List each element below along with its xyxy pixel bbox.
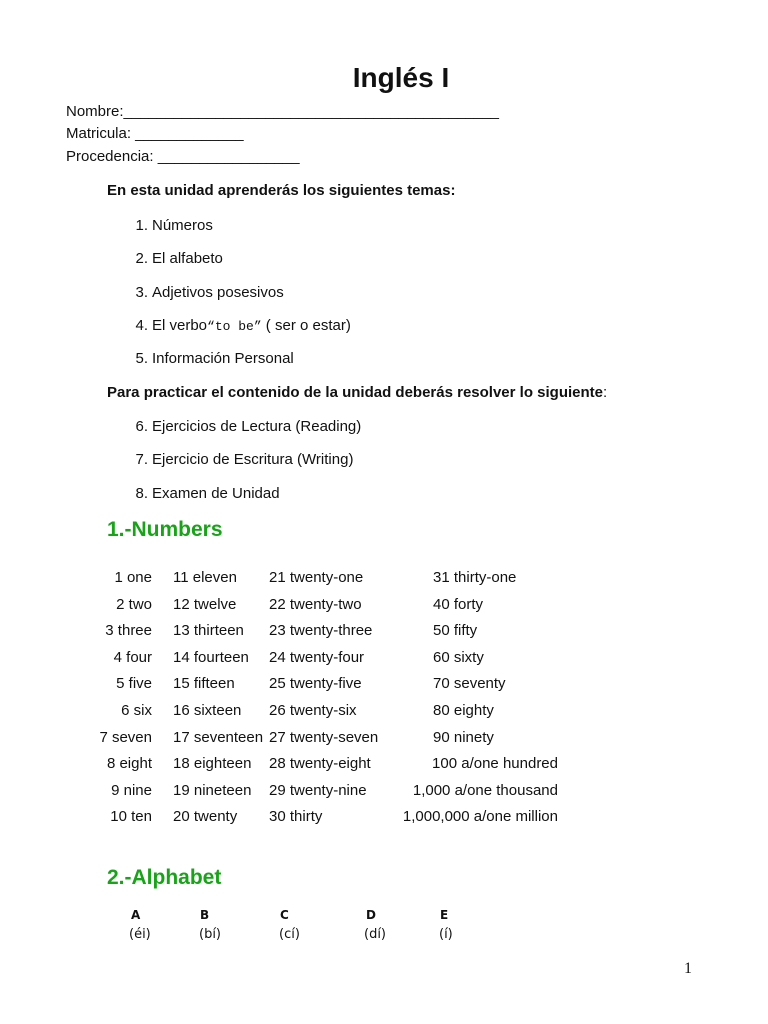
topic-text-post: ( ser o estar) xyxy=(261,317,351,334)
number-cell: 31 thirty-one xyxy=(433,569,517,586)
number-cell: 10 ten xyxy=(110,808,152,826)
topic-text: Adjetivos posesivos xyxy=(152,284,284,301)
number-cell: 24 twenty-four xyxy=(269,648,365,666)
number-cell: 5 five xyxy=(116,675,152,693)
alphabet-letter: D xyxy=(366,908,376,922)
number-cell: 27 twenty-seven xyxy=(269,728,379,746)
number-cell: 8 eight xyxy=(106,755,152,773)
number-cell: 3 three xyxy=(105,622,152,640)
practice-intro-colon: : xyxy=(603,384,608,401)
number-cell: 17 seventeen xyxy=(173,728,264,746)
number-cell: 90 ninety xyxy=(433,728,494,746)
number-cell: 7 seven xyxy=(99,728,152,746)
page-number: 1 xyxy=(684,960,692,977)
practice-text: Examen de Unidad xyxy=(152,485,280,502)
alphabet-letter: A xyxy=(131,908,141,922)
number-cell: 11 eleven xyxy=(173,569,237,586)
topic-number: 3. xyxy=(135,284,148,301)
number-cell: 16 sixteen xyxy=(173,702,242,719)
alphabet-letter: E xyxy=(440,908,449,922)
number-cell: 29 twenty-nine xyxy=(269,781,367,799)
number-cell: 14 fourteen xyxy=(173,648,249,666)
practice-intro xyxy=(107,384,607,401)
number-cell: 80 eighty xyxy=(433,702,494,719)
number-cell: 6 six xyxy=(121,702,152,719)
alphabet-heading: 2.-Alphabet xyxy=(107,866,222,889)
number-cell: 20 twenty xyxy=(173,808,238,826)
alphabet-pronunciation: (éi) xyxy=(129,927,151,942)
number-cell: 60 sixty xyxy=(433,648,484,666)
number-cell: 18 eighteen xyxy=(173,755,252,773)
number-cell: 12 twelve xyxy=(173,595,237,613)
topic-text-pre: El verbo xyxy=(152,317,208,334)
number-cell: 21 twenty-one xyxy=(269,569,364,586)
number-cell: 40 forty xyxy=(433,595,484,613)
practice-number: 6. xyxy=(135,418,148,435)
alphabet-pronunciation: (bí) xyxy=(199,927,222,942)
number-cell: 26 twenty-six xyxy=(269,702,357,719)
verb-to-be: “to be” xyxy=(207,319,262,334)
topic-text: Información Personal xyxy=(152,350,294,367)
number-cell: 19 nineteen xyxy=(173,781,252,799)
number-cell: 23 twenty-three xyxy=(269,622,373,640)
alphabet-pronunciation: (cí) xyxy=(279,927,300,942)
number-cell: 13 thirteen xyxy=(173,622,244,640)
number-cell: 1 one xyxy=(114,569,152,586)
number-cell: 1,000,000 a/one million xyxy=(402,808,558,826)
number-cell: 30 thirty xyxy=(269,808,323,826)
numbers-heading: 1.-Numbers xyxy=(107,518,223,541)
page-title: Inglés I xyxy=(352,62,450,93)
number-cell: 15 fifteen xyxy=(173,675,235,693)
practice-text: Ejercicio de Escritura (Writing) xyxy=(152,451,354,468)
number-cell: 1,000 a/one thousand xyxy=(412,781,558,799)
number-cell: 28 twenty-eight xyxy=(269,755,371,773)
nombre-field: Nombre:_____________________________________________ xyxy=(66,103,499,120)
practice-text: Ejercicios de Lectura (Reading) xyxy=(152,418,362,435)
intro-text: En esta unidad aprenderás los siguientes temas: xyxy=(107,182,456,199)
topic-text: El alfabeto xyxy=(152,250,223,267)
number-cell: 22 twenty-two xyxy=(269,595,362,613)
number-cell: 100 a/one hundred xyxy=(432,755,558,773)
topic-number: 5. xyxy=(135,350,148,367)
topic-number: 2. xyxy=(135,250,148,267)
procedencia-field: Procedencia: _________________ xyxy=(66,148,300,165)
number-cell: 70 seventy xyxy=(433,675,506,693)
alphabet-letter: B xyxy=(200,908,210,922)
number-cell: 4 four xyxy=(113,648,152,666)
matricula-field: Matricula: _____________ xyxy=(66,125,244,142)
alphabet-pronunciation: (í) xyxy=(439,927,453,942)
practice-number: 7. xyxy=(135,451,148,468)
topic-text: Números xyxy=(152,217,213,234)
topic-number: 4. xyxy=(135,317,148,334)
number-cell: 9 nine xyxy=(111,781,152,799)
practice-number: 8. xyxy=(135,485,148,502)
number-cell: 50 fifty xyxy=(433,622,478,640)
topic-number: 1. xyxy=(135,217,148,234)
number-cell: 2 two xyxy=(116,595,152,613)
practice-intro-text: Para practicar el contenido de la unidad deberás resolver lo siguiente xyxy=(107,384,603,401)
topic-text xyxy=(152,317,351,334)
number-cell: 25 twenty-five xyxy=(269,675,362,693)
alphabet-pronunciation: (dí) xyxy=(364,927,387,942)
alphabet-letter: C xyxy=(280,908,289,922)
